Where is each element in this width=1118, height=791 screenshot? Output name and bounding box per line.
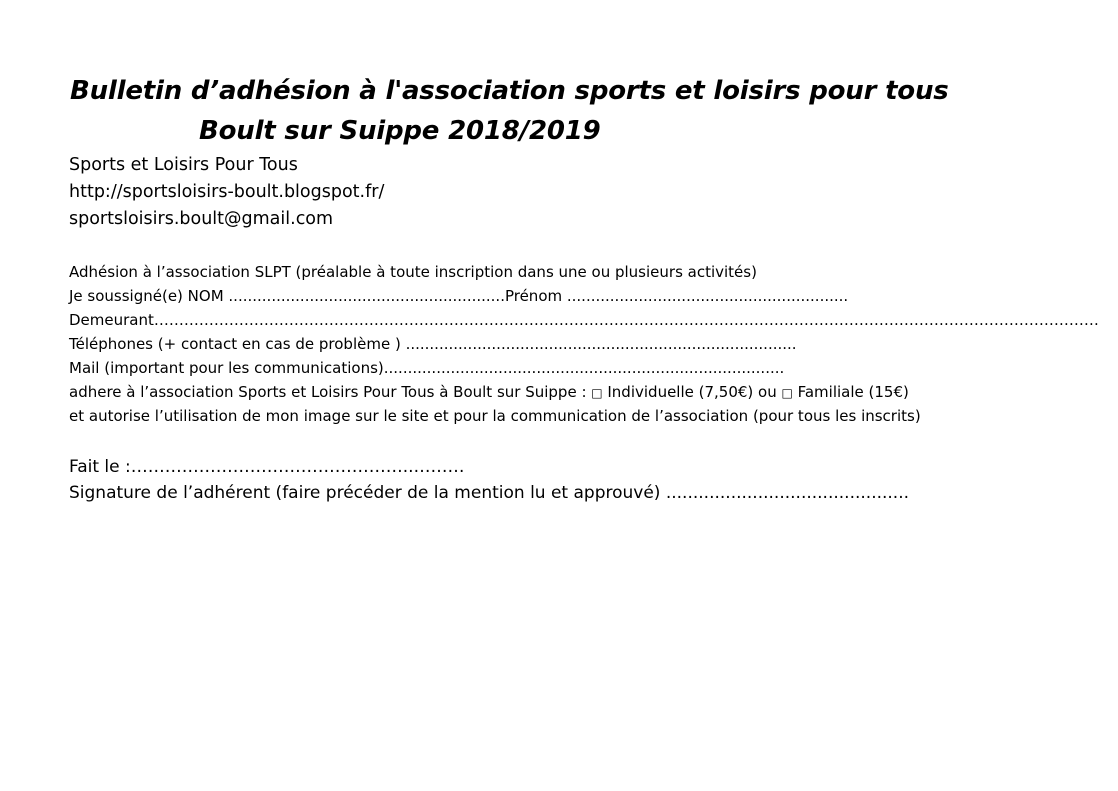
individual-checkbox: □ (591, 386, 603, 400)
adhesion-options-line (69, 383, 909, 401)
family-option-label: Familiale (15€) (792, 383, 909, 401)
name-field-line: Je soussigné(e) NOM ..........................................................Prénom ........................................................... (69, 287, 849, 305)
date-field-line: Fait le :…………………………………………..……… (69, 457, 465, 477)
mail-field-line: Mail (important pour les communications).................................................................................... (69, 359, 785, 377)
signature-field-line: Signature de l’adhérent (faire précéder de la mention lu et approuvé) ............................................. (69, 483, 910, 503)
document-subtitle: Boult sur Suippe 2018/2019 (199, 116, 601, 146)
phone-field-line: Téléphones (+ contact en cas de problème ) .................................................................................. (69, 335, 797, 353)
image-consent-line: et autorise l’utilisation de mon image sur le site et pour la communication de l’association (pour tous les inscrits) (69, 407, 921, 425)
address-field-line: Demeurant……………………………………………………………………………………………………………………………………………………………………… (69, 311, 1099, 329)
website-url: http://sportsloisirs-boult.blogspot.fr/ (69, 182, 385, 202)
form-intro: Adhésion à l’association SLPT (préalable à toute inscription dans une ou plusieurs activités) (69, 263, 757, 281)
document-title: Bulletin d’adhésion à l'association sports et loisirs pour tous (70, 76, 949, 106)
individual-option-label: Individuelle (7,50€) ou (602, 383, 782, 401)
adhesion-prefix: adhere à l’association Sports et Loisirs Pour Tous à Boult sur Suippe : (69, 383, 592, 401)
family-checkbox: □ (781, 386, 793, 400)
contact-email: sportsloisirs.boult@gmail.com (69, 209, 334, 229)
association-name: Sports et Loisirs Pour Tous (69, 155, 298, 175)
